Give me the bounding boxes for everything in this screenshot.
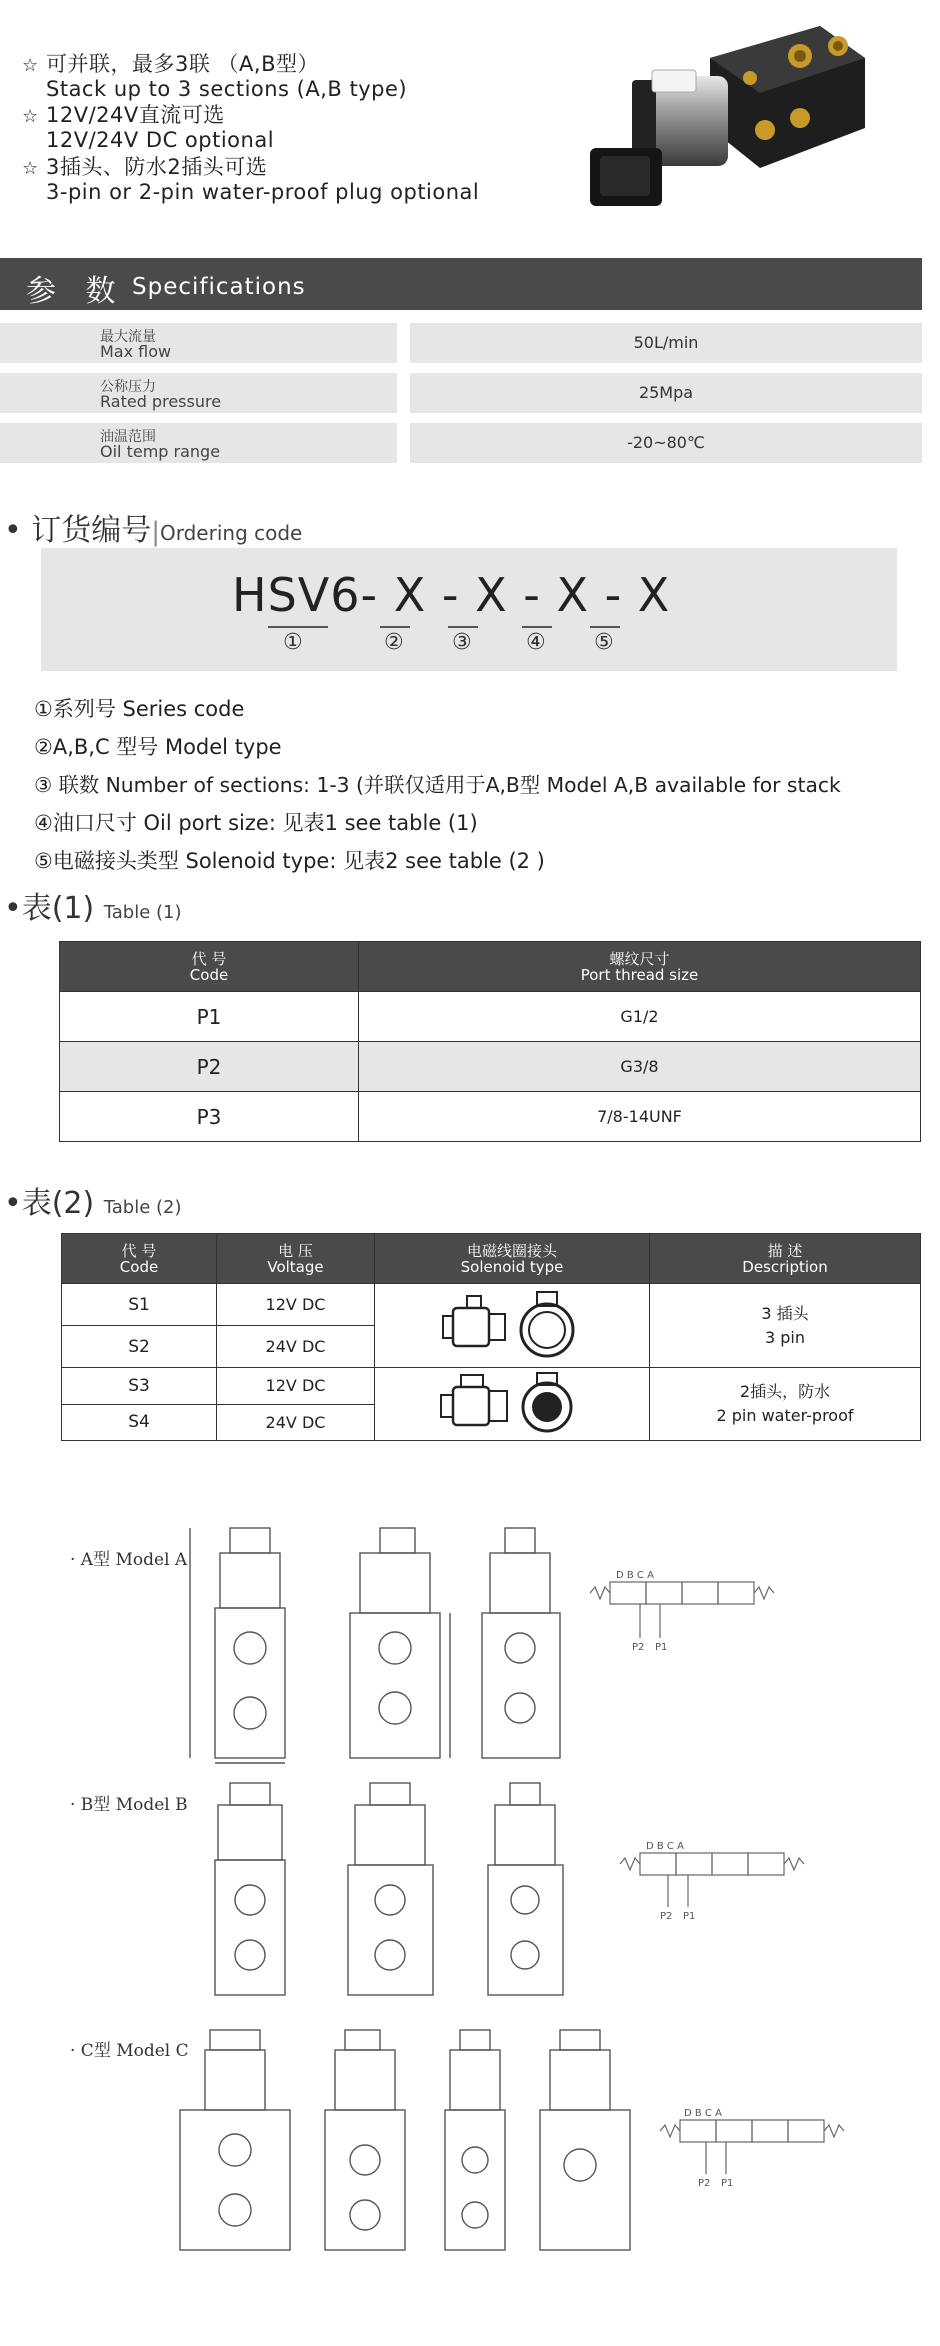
spec-value-max-flow: 50L/min [410,323,922,363]
feature-2-cn: ☆ 12V/24V直流可选 [22,103,225,127]
port-p2-a: P2 [632,1642,645,1653]
spec-value-oil-temp: -20~80℃ [410,423,922,463]
table-row: P1 G1/2 [60,992,921,1042]
feature-2-en: 12V/24V DC optional [46,128,275,152]
model-a-drawing [170,1518,910,1768]
code-underline [268,626,328,628]
plug-3pin-drawing [375,1284,650,1368]
star-icon: ☆ [22,55,39,76]
symbol-letters-b: D B C A [646,1841,684,1852]
model-c-drawing [150,2020,910,2260]
spec-label-max-flow: 最大流量 Max flow [0,323,397,363]
code-marker-4: ④ [526,630,546,655]
code-underline [590,626,620,628]
model-a-label: · A型 Model A [70,1550,188,1570]
ordering-code: HSV6- X - X - X - X [232,568,671,622]
code-underline [448,626,478,628]
star-icon: ☆ [22,106,39,127]
port-p1-c: P1 [721,2178,734,2189]
valve-product-image [560,18,880,218]
symbol-letters-a: D B C A [616,1570,654,1581]
table-row: P3 7/8-14UNF [60,1092,921,1142]
desc-2pin: 2插头，防水 2 pin water-proof [650,1368,921,1441]
code-underline [380,626,410,628]
solenoid-3pin-icon [437,1286,587,1362]
feature-1-cn: ☆ 可并联，最多3联 （A,B型） [22,52,319,76]
port-p1-b: P1 [683,1911,696,1922]
ordering-desc-3: ③ 联数 Number of sections: 1-3 (并联仅适用于A,B型 Model A,B available for stack [34,773,841,797]
specifications-header [0,258,922,310]
feature-3-en: 3-pin or 2-pin water-proof plug optional [46,180,480,204]
ordering-desc-4: ④油口尺寸 Oil port size: 见表1 see table (1) [34,811,478,835]
ordering-desc-1: ①系列号 Series code [34,697,245,721]
table-row: P2 G3/8 [60,1042,921,1092]
code-marker-5: ⑤ [594,630,614,655]
code-marker-3: ③ [452,630,472,655]
desc-3pin: 3 插头 3 pin [650,1284,921,1368]
spec-title-cn: 参 数 [26,274,126,309]
spec-title-en: Specifications [132,274,306,300]
spec-label-rated-pressure: 公称压力 Rated pressure [0,373,397,413]
star-icon: ☆ [22,158,39,179]
ordering-desc-5: ⑤电磁接头类型 Solenoid type: 见表2 see table (2 ) [34,849,545,873]
port-p1-a: P1 [655,1642,668,1653]
header-code: 代 号 Code [60,942,359,992]
model-c-label: · C型 Model C [70,2041,189,2061]
model-b-drawing [170,1775,910,2005]
feature-1-en: Stack up to 3 sections (A,B type) [46,77,408,101]
ordering-title: • 订货编号|Ordering code [4,513,303,548]
plug-2pin-drawing [375,1368,650,1441]
ordering-desc-2: ②A,B,C 型号 Model type [34,735,282,759]
feature-3-cn: ☆ 3插头、防水2插头可选 [22,155,268,179]
solenoid-table [61,1233,921,1441]
table2-title: •表(2) Table (2) [4,1186,182,1221]
spec-label-oil-temp: 油温范围 Oil temp range [0,423,397,463]
table-row: S1 12V DC 3 插头 3 pin [62,1284,921,1326]
code-marker-1: ① [283,630,303,655]
solenoid-2pin-icon [437,1369,587,1435]
header-thread-size: 螺纹尺寸 Port thread size [359,942,921,992]
symbol-letters-c: D B C A [684,2108,722,2119]
table-header-row [60,942,921,992]
model-b-label: · B型 Model B [70,1795,188,1815]
table-row: S2 24V DC [62,1326,921,1368]
spec-value-rated-pressure: 25Mpa [410,373,922,413]
code-underline [522,626,552,628]
port-thread-table [59,941,921,1142]
table1-title: •表(1) Table (1) [4,891,182,926]
port-p2-b: P2 [660,1911,673,1922]
table-row: S3 12V DC 2插头，防水 2 pin water-proof [62,1368,921,1405]
table-row: S4 24V DC [62,1404,921,1441]
table-header-row: 代 号 Code 电 压 Voltage 电磁线圈接头 Solenoid type 描 述 Description [62,1234,921,1284]
port-p2-c: P2 [698,2178,711,2189]
code-marker-2: ② [384,630,404,655]
